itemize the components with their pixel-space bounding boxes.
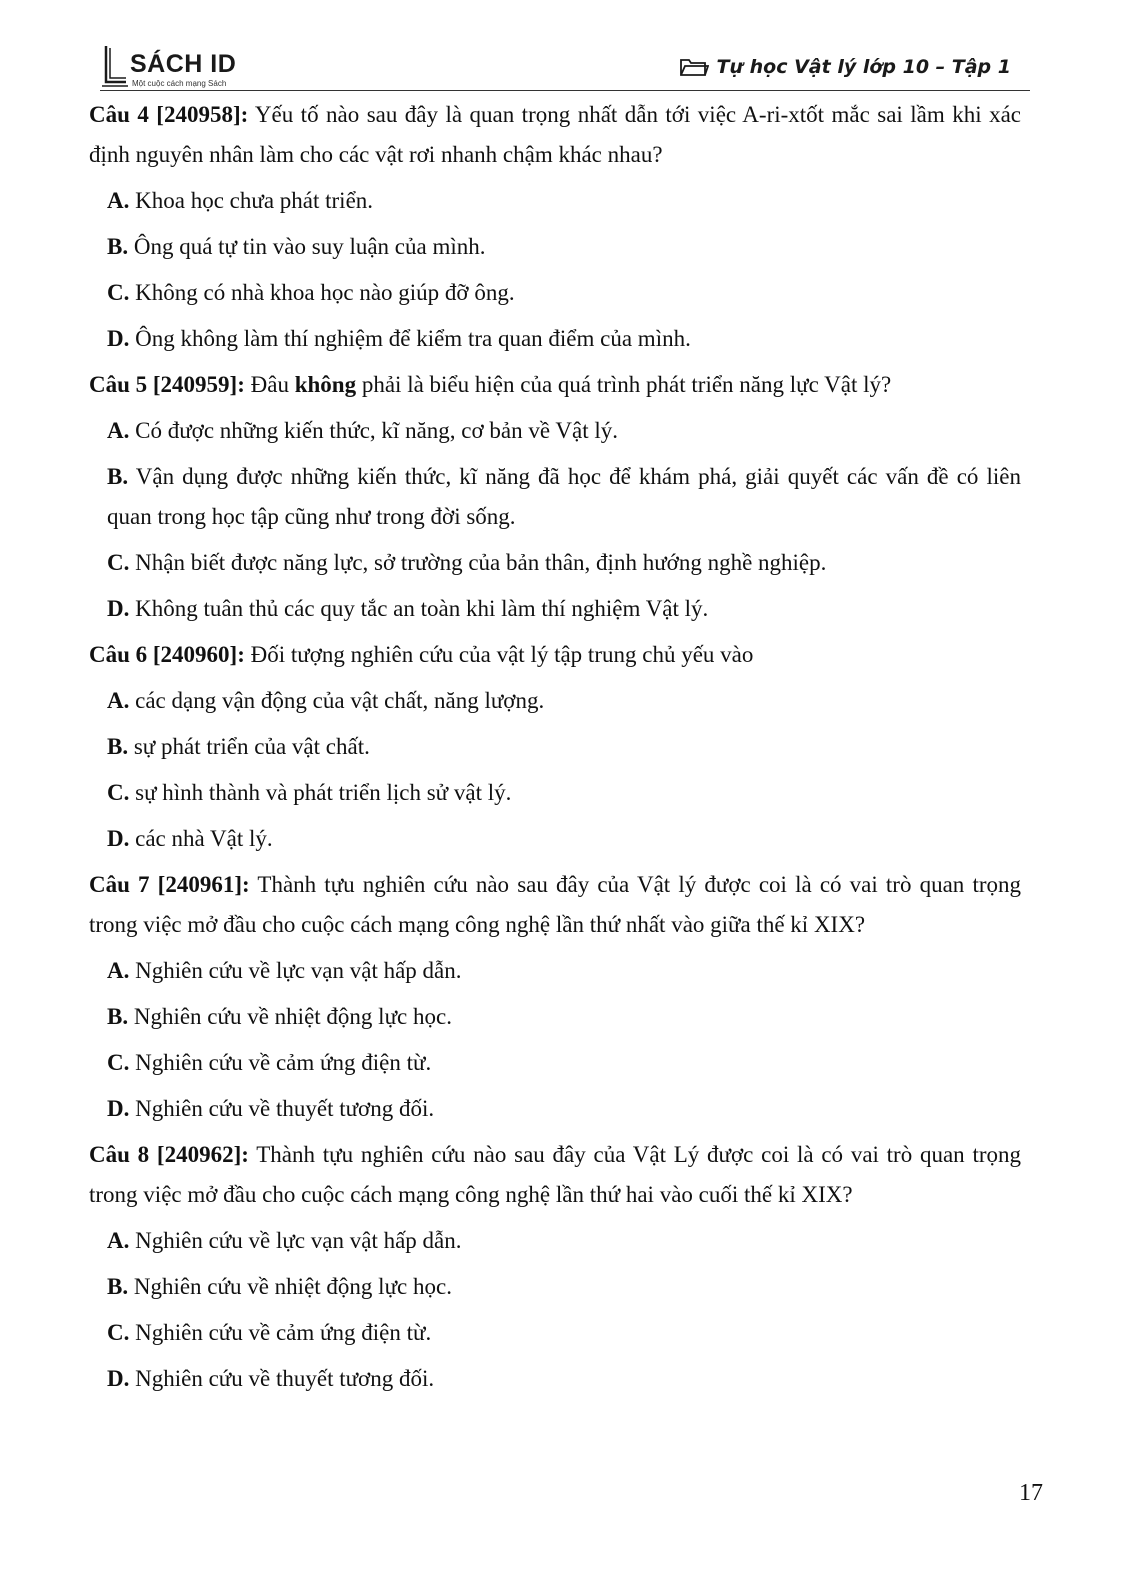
question-emphasis: không bbox=[294, 372, 357, 397]
option-letter: A. bbox=[107, 418, 130, 443]
option-letter: A. bbox=[107, 688, 130, 713]
option-letter: D. bbox=[107, 326, 130, 351]
question-6 bbox=[89, 635, 1021, 675]
option-text: Ông không làm thí nghiệm để kiểm tra quan điểm của mình. bbox=[135, 326, 691, 351]
option-a bbox=[107, 951, 1021, 991]
option-c bbox=[107, 543, 1021, 583]
option-b bbox=[107, 997, 1021, 1037]
option-letter: C. bbox=[107, 550, 130, 575]
option-letter: C. bbox=[107, 1050, 130, 1075]
option-text: Nghiên cứu về lực vạn vật hấp dẫn. bbox=[135, 1228, 462, 1253]
option-text: Nghiên cứu về nhiệt động lực học. bbox=[133, 1004, 452, 1029]
option-c bbox=[107, 273, 1021, 313]
option-letter: D. bbox=[107, 596, 130, 621]
option-text: sự hình thành và phát triển lịch sử vật lý. bbox=[135, 780, 512, 805]
option-b bbox=[107, 1267, 1021, 1307]
option-text: Nghiên cứu về cảm ứng điện từ. bbox=[135, 1320, 432, 1345]
sach-id-logo bbox=[100, 42, 260, 90]
option-text: Khoa học chưa phát triển. bbox=[135, 188, 374, 213]
question-text: Đối tượng nghiên cứu của vật lý tập trung chủ yếu vào bbox=[250, 642, 754, 667]
option-d bbox=[107, 1089, 1021, 1129]
option-text: Vận dụng được những kiến thức, kĩ năng đã học để khám phá, giải quyết các vấn đề có liên quan trong học tập cũng như trong đời sống. bbox=[107, 464, 1021, 529]
header-divider bbox=[100, 90, 1030, 91]
question-label: Câu 7 [240961]: bbox=[89, 872, 250, 897]
book-title bbox=[679, 56, 1011, 78]
page-number: 17 bbox=[1019, 1480, 1043, 1506]
question-text: Thành tựu nghiên cứu nào sau đây của Vật Lý được coi là có vai trò quan trọng trong việc mở đầu cho cuộc cách mạng công nghệ lần thứ hai vào cuối thế kỉ XIX? bbox=[89, 1142, 1021, 1207]
question-8 bbox=[89, 1135, 1021, 1215]
option-text: Nghiên cứu về thuyết tương đối. bbox=[135, 1366, 435, 1391]
question-list bbox=[89, 95, 1021, 1399]
option-letter: C. bbox=[107, 780, 130, 805]
option-text: Nghiên cứu về thuyết tương đối. bbox=[135, 1096, 435, 1121]
option-text: các nhà Vật lý. bbox=[135, 826, 273, 851]
question-4 bbox=[89, 95, 1021, 175]
option-text: Không tuân thủ các quy tắc an toàn khi làm thí nghiệm Vật lý. bbox=[135, 596, 709, 621]
option-c bbox=[107, 1043, 1021, 1083]
option-c bbox=[107, 773, 1021, 813]
option-text: Nhận biết được năng lực, sở trường của bản thân, định hướng nghề nghiệp. bbox=[135, 550, 827, 575]
option-letter: C. bbox=[107, 1320, 130, 1345]
folder-icon bbox=[679, 57, 709, 77]
option-text: Nghiên cứu về cảm ứng điện từ. bbox=[135, 1050, 432, 1075]
question-text: Yếu tố nào sau đây là quan trọng nhất dẫn tới việc A-ri-xtốt mắc sai lầm khi xác định nguyên nhân làm cho các vật rơi nhanh chậm khác nhau? bbox=[89, 102, 1021, 167]
option-a bbox=[107, 1221, 1021, 1261]
page-header bbox=[0, 0, 1123, 92]
book-logo-icon bbox=[100, 42, 130, 90]
option-d bbox=[107, 319, 1021, 359]
option-a bbox=[107, 181, 1021, 221]
question-label: Câu 6 [240960]: bbox=[89, 642, 245, 667]
question-text-after: phải là biểu hiện của quá trình phát triển năng lực Vật lý? bbox=[361, 372, 892, 397]
option-text: Có được những kiến thức, kĩ năng, cơ bản về Vật lý. bbox=[135, 418, 619, 443]
option-c bbox=[107, 1313, 1021, 1353]
logo-tagline: Một cuộc cách mạng Sách bbox=[132, 79, 227, 88]
option-d bbox=[107, 589, 1021, 629]
option-letter: A. bbox=[107, 1228, 130, 1253]
option-letter: D. bbox=[107, 826, 130, 851]
option-letter: D. bbox=[107, 1096, 130, 1121]
option-a bbox=[107, 681, 1021, 721]
question-text: Thành tựu nghiên cứu nào sau đây của Vật lý được coi là có vai trò quan trọng trong việc mở đầu cho cuộc cách mạng công nghệ lần thứ nhất vào giữa thế kỉ XIX? bbox=[89, 872, 1021, 937]
option-letter: C. bbox=[107, 280, 130, 305]
option-text: các dạng vận động của vật chất, năng lượng. bbox=[135, 688, 545, 713]
option-letter: A. bbox=[107, 188, 130, 213]
question-label: Câu 8 [240962]: bbox=[89, 1142, 249, 1167]
option-text: Nghiên cứu về nhiệt động lực học. bbox=[133, 1274, 452, 1299]
option-letter: B. bbox=[107, 1274, 129, 1299]
option-b bbox=[107, 457, 1021, 537]
option-letter: A. bbox=[107, 958, 130, 983]
option-letter: B. bbox=[107, 734, 129, 759]
option-letter: B. bbox=[107, 464, 129, 489]
question-label: Câu 4 [240958]: bbox=[89, 102, 249, 127]
option-letter: D. bbox=[107, 1366, 130, 1391]
option-letter: B. bbox=[107, 1004, 129, 1029]
question-text-before: Đâu bbox=[250, 372, 289, 397]
question-label: Câu 5 [240959]: bbox=[89, 372, 245, 397]
question-5 bbox=[89, 365, 1021, 405]
question-7 bbox=[89, 865, 1021, 945]
option-b bbox=[107, 727, 1021, 767]
option-a bbox=[107, 411, 1021, 451]
option-letter: B. bbox=[107, 234, 129, 259]
option-text: Ông quá tự tin vào suy luận của mình. bbox=[133, 234, 486, 259]
book-title-text: Tự học Vật lý lớp 10 – Tập 1 bbox=[716, 56, 1011, 78]
option-b bbox=[107, 227, 1021, 267]
option-d bbox=[107, 1359, 1021, 1399]
option-text: sự phát triển của vật chất. bbox=[133, 734, 370, 759]
option-text: Không có nhà khoa học nào giúp đỡ ông. bbox=[135, 280, 515, 305]
option-d bbox=[107, 819, 1021, 859]
logo-text: SÁCH ID bbox=[130, 50, 237, 78]
option-text: Nghiên cứu về lực vạn vật hấp dẫn. bbox=[135, 958, 462, 983]
